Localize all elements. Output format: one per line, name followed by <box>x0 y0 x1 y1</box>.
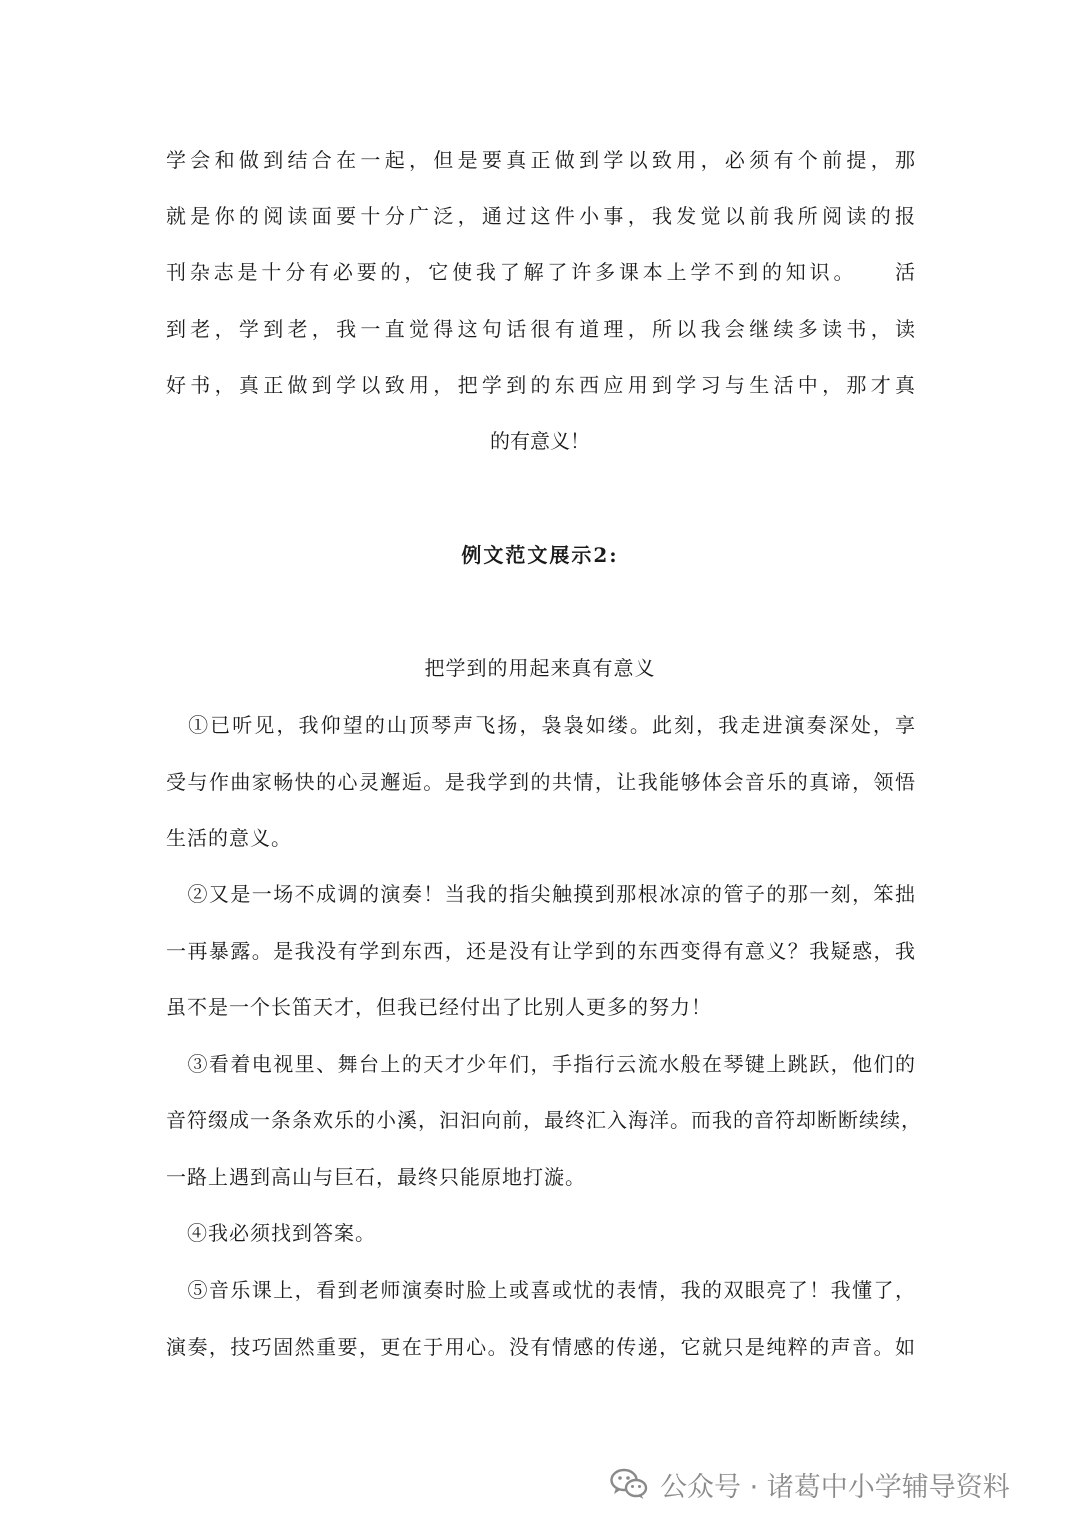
wechat-icon <box>610 1468 648 1500</box>
watermark <box>610 1462 1010 1506</box>
essay-line: ①已听见，我仰望的山顶琴声飞扬，袅袅如缕。此刻，我走进演奏深处，享 <box>166 713 916 737</box>
essay-line: 受与作曲家畅快的心灵邂逅。是我学到的共情，让我能够体会音乐的真谛，领悟 <box>166 770 916 794</box>
essay-line: 虽不是一个长笛天才，但我已经付出了比别人更多的努力！ <box>166 995 712 1019</box>
passage-1-line: 就是你的阅读面要十分广泛，通过这件小事，我发觉以前我所阅读的报 <box>166 204 916 228</box>
watermark-text: 公众号 · 诸葛中小学辅导资料 <box>660 1471 1010 1503</box>
essay-line: ③看着电视里、舞台上的天才少年们，手指行云流水般在琴键上跳跃，他们的 <box>166 1052 916 1076</box>
passage-1-line: 学会和做到结合在一起，但是要真正做到学以致用，必须有个前提，那 <box>166 148 916 172</box>
essay-line: ④我必须找到答案。 <box>166 1221 376 1245</box>
essay-line: 一再暴露。是我没有学到东西，还是没有让学到的东西变得有意义？我疑惑，我 <box>166 939 916 963</box>
essay-line: 音符缀成一条条欢乐的小溪，汩汩向前，最终汇入海洋。而我的音符却断断续续， <box>166 1108 922 1132</box>
passage-1-line: 刊杂志是十分有必要的，它使我了解了许多课本上学不到的知识。 活 <box>166 260 916 284</box>
essay-line: 一路上遇到高山与巨石，最终只能原地打漩。 <box>166 1165 586 1189</box>
passage-1-line: 到老，学到老，我一直觉得这句话很有道理，所以我会继续多读书，读 <box>166 317 916 341</box>
essay-line: ②又是一场不成调的演奏！当我的指尖触摸到那根冰凉的管子的那一刻，笨拙 <box>166 882 916 906</box>
essay-line: 生活的意义。 <box>166 826 292 850</box>
essay-line: 演奏，技巧固然重要，更在于用心。没有情感的传递，它就只是纯粹的声音。如 <box>166 1335 916 1359</box>
passage-1-line: 的有意义！ <box>490 429 590 453</box>
passage-1-line: 好书，真正做到学以致用，把学到的东西应用到学习与生活中，那才真 <box>166 373 916 397</box>
section-heading: 例文范文展示2: <box>461 543 619 567</box>
essay-title: 把学到的用起来真有意义 <box>424 656 656 680</box>
essay-line: ⑤音乐课上，看到老师演奏时脸上或喜或忧的表情，我的双眼亮了！我懂了， <box>166 1278 916 1302</box>
